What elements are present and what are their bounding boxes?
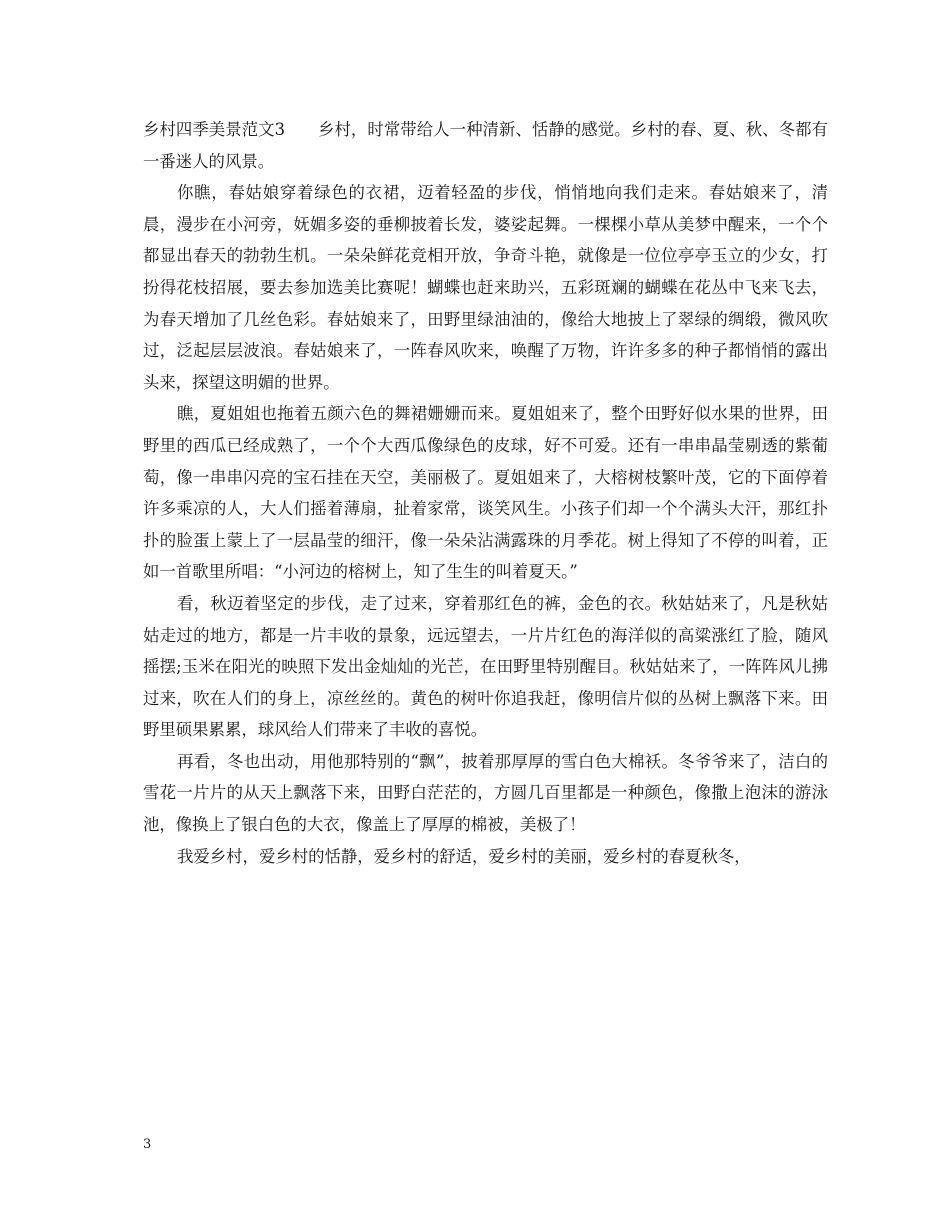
page-number: 3 — [143, 1137, 152, 1152]
summer-paragraph: 瞧，夏姐姐也拖着五颜六色的舞裙姗姗而来。夏姐姐来了，整个田野好似水果的世界，田野里的西瓜已经成熟了，一个个大西瓜像绿色的皮球，好不可爱。还有一串串晶莹剔透的紫葡萄，像一串串闪亮的宝石挂在天空，美丽极了。夏姐姐来了，大榕树枝繁叶茂，它的下面停着许多乘凉的人，大人们摇着薄扇，扯着家常，谈笑风生。小孩子们却一个个满头大汗，那红扑扑的脸蛋上蒙上了一层晶莹的细汗，像一朵朵沾满露珠的月季花。树上得知了不停的叫着，正如一首歌里所唱：“小河边的榕树上，知了生生的叫着夏天。” — [143, 404, 828, 582]
spring-paragraph: 你瞧，春姑娘穿着绿色的衣裙，迈着轻盈的步伐，悄悄地向我们走来。春姑娘来了，清晨，漫步在小河旁，妩媚多姿的垂柳披着长发，婆娑起舞。一棵棵小草从美梦中醒来，一个个都显出春天的勃勃生机。一朵朵鲜花竞相开放，争奇斗艳，就像是一位位亭亭玉立的少女，打扮得花枝招展，要去参加选美比赛呢！蝴蝶也赶来助兴，五彩斑斓的蝴蝶在花丛中飞来飞去，为春天增加了几丝色彩。春姑娘来了，田野里绿油油的，像给大地披上了翠绿的绸缎，微风吹过，泛起层层波浪。春姑娘来了，一阵春风吹来，唤醒了万物，许许多多的种子都悄悄的露出头来，探望这明媚的世界。 — [143, 183, 828, 392]
closing-paragraph: 我爱乡村，爱乡村的恬静，爱乡村的舒适，爱乡村的美丽，爱乡村的春夏秋冬， — [177, 846, 751, 866]
intro-paragraph: 乡村四季美景范文3 乡村，时常带给人一种清新、恬静的感觉。乡村的春、夏、秋、冬都有一番迷人的风景。 — [143, 120, 828, 171]
document-body — [143, 114, 828, 872]
winter-paragraph: 再看，冬也出动，用他那特别的“飘”，披着那厚厚的雪白色大棉袄。冬爷爷来了，洁白的雪花一片片的从天上飘落下来，田野白茫茫的，方圆几百里都是一种颜色，像撒上泡沫的游泳池，像换上了银白色的大衣，像盖上了厚厚的棉被，美极了！ — [143, 751, 828, 835]
autumn-paragraph: 看，秋迈着坚定的步伐，走了过来，穿着那红色的裤，金色的衣。秋姑姑来了，凡是秋姑姑走过的地方，都是一片丰收的景象，远远望去，一片片红色的海洋似的高粱涨红了脸，随风摇摆;玉米在阳光的映照下发出金灿灿的光芒，在田野里特别醒目。秋姑姑来了，一阵阵风儿拂过来，吹在人们的身上，凉丝丝的。黄色的树叶你追我赶，像明信片似的丛树上飘落下来。田野里硕果累累，球风给人们带来了丰收的喜悦。 — [143, 593, 828, 740]
